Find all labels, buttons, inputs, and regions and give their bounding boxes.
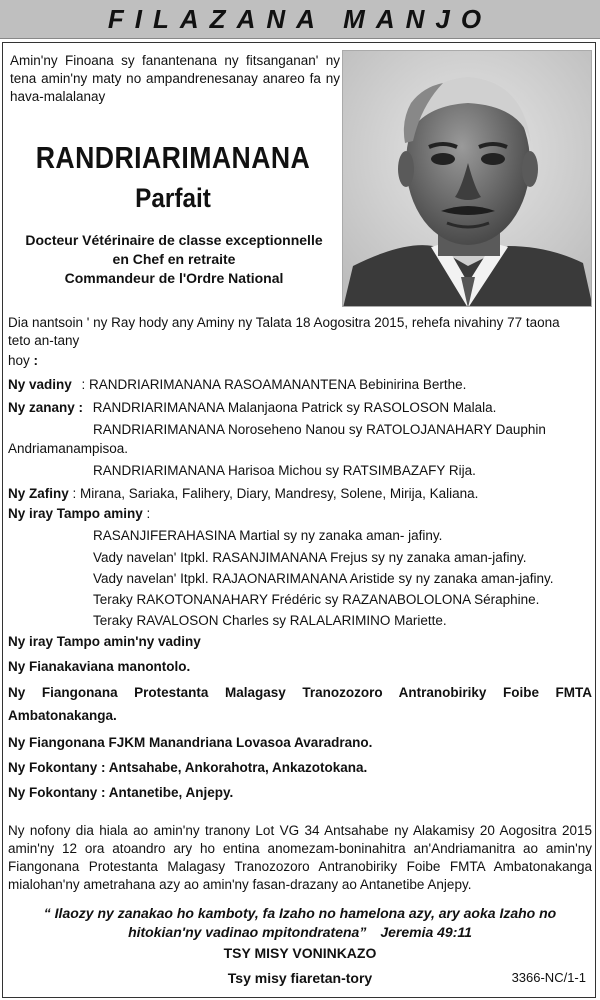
tampo-item: RASANJIFERAHASINA Martial sy ny zanaka aman- jafiny. (93, 528, 443, 543)
zanany-item: Andriamanampisoa. (8, 441, 129, 456)
title-line: Commandeur de l'Ordre National (64, 270, 284, 286)
tampo-item: Vady navelan' Itpkl. RAJAONARIMANANA Aristide sy ny zanaka aman-jafiny. (93, 571, 554, 586)
vadiny-value: : RANDRIARIMANANA RASOAMANANTENA Bebinirina Berthe. (81, 377, 467, 392)
tampo-item: Teraky RAKOTONANAHARY Frédéric sy RAZANABOLOLONA Séraphine. (93, 592, 540, 607)
deceased-firstname: Parfait (135, 183, 211, 213)
deceased-surname: RANDRIARIMANANA (35, 140, 311, 175)
group-line: Ambatonakanga. (8, 708, 117, 723)
quote-line: “ Ilaozy ny zanakao ho kamboty, fa Izaho no hamelona azy, ary aoka Izaho no (43, 905, 557, 921)
group-line: Ny Fokontany : Antanetibe, Anjepy. (8, 785, 234, 800)
no-vigil: Tsy misy fiaretan-tory (227, 970, 373, 986)
zafiny-line (8, 485, 478, 503)
group-line: Ny Fiangonana Protestanta Malagasy Tranozozoro Antranobiriky Foibe FMTA (8, 685, 592, 700)
reference-code: 3366-NC/1-1 (511, 970, 586, 985)
header-bar (0, 0, 600, 39)
tampo-label: Ny iray Tampo aminy (8, 506, 143, 521)
zafiny-value: : Mirana, Sariaka, Falihery, Diary, Mandresy, Solene, Mirija, Kaliana. (68, 486, 479, 501)
header-title: FILAZANA MANJO (107, 3, 493, 34)
intro-text: Amin'ny Finoana sy fanantenana ny fitsanganan' ny tena amin'ny maty no ampandrenesanay anareo fa ny hava-malalanay (10, 53, 340, 104)
portrait-photo (342, 50, 592, 307)
vadiny-line (8, 376, 466, 394)
title-line: en Chef en retraite (112, 251, 236, 267)
zanany-label: Ny zanany : (8, 400, 84, 415)
group-line: Ny iray Tampo amin'ny vadiny (8, 634, 201, 649)
deceased-titles (0, 231, 348, 288)
announcement-line: Dia nantsoin ' ny Ray hody any Aminy ny Talata 18 Aogositra 2015, rehefa nivahiny 77 taona (8, 315, 560, 330)
group-line: Ny Fokontany : Antsahabe, Ankorahotra, Ankazotokana. (8, 760, 368, 775)
group-line: Ny Fianakaviana manontolo. (8, 659, 191, 674)
zanany-item: RANDRIARIMANANA Malanjaona Patrick sy RASOLOSON Malala. (92, 400, 497, 415)
portrait-illustration (343, 51, 592, 307)
zanany-item: RANDRIARIMANANA Noroseheno Nanou sy RATOLOJANAHARY Dauphin (93, 422, 546, 437)
group-line: Ny Fiangonana FJKM Manandriana Lovasoa Avaradrano. (8, 735, 373, 750)
quote-line-2 (8, 923, 592, 942)
vadiny-label: Ny vadiny (8, 377, 72, 392)
announcement-line: teto an-tany (8, 333, 80, 348)
tampo-item: Vady navelan' Itpkl. RASANJIMANANA Frejus sy ny zanaka aman-jafiny. (93, 550, 527, 565)
hoy-colon: : (29, 353, 39, 368)
hoy-line (8, 352, 38, 370)
title-line: Docteur Vétérinaire de classe exceptionnelle (25, 232, 323, 248)
tampo-line (8, 505, 150, 523)
quote-reference: Jeremia 49:11 (380, 924, 472, 940)
zafiny-label: Ny Zafiny (8, 486, 69, 501)
scripture-quote (8, 904, 592, 942)
funeral-details: Ny nofony dia hiala ao amin'ny tranony Lot VG 34 Antsahabe ny Alakamisy 20 Aogositra 2015 amin'ny 12 ora atoandro ary ho entina anomezam-boninahitra an'Andriamanitra ao amin'ny Fiangonana Protestanta Malagasy Tranozozoro Antranobiriky Foibe FMTA Ambatonakanga mialohan'ny ametrahana azy ao amin'ny fasan-drazany ao Antanetibe Anjepy. (8, 823, 592, 892)
quote-text: hitokian'ny vadinao mpitondratena” (128, 924, 367, 940)
tampo-colon: : (142, 506, 151, 521)
no-wreaths: TSY MISY VONINKAZO (223, 945, 377, 961)
zanany-line (8, 399, 496, 417)
tampo-item: Teraky RAVALOSON Charles sy RALALARIMINO Mariette. (93, 613, 447, 628)
zanany-item: RANDRIARIMANANA Harisoa Michou sy RATSIMBAZAFY Rija. (93, 463, 476, 478)
hoy-text: hoy (8, 353, 30, 368)
